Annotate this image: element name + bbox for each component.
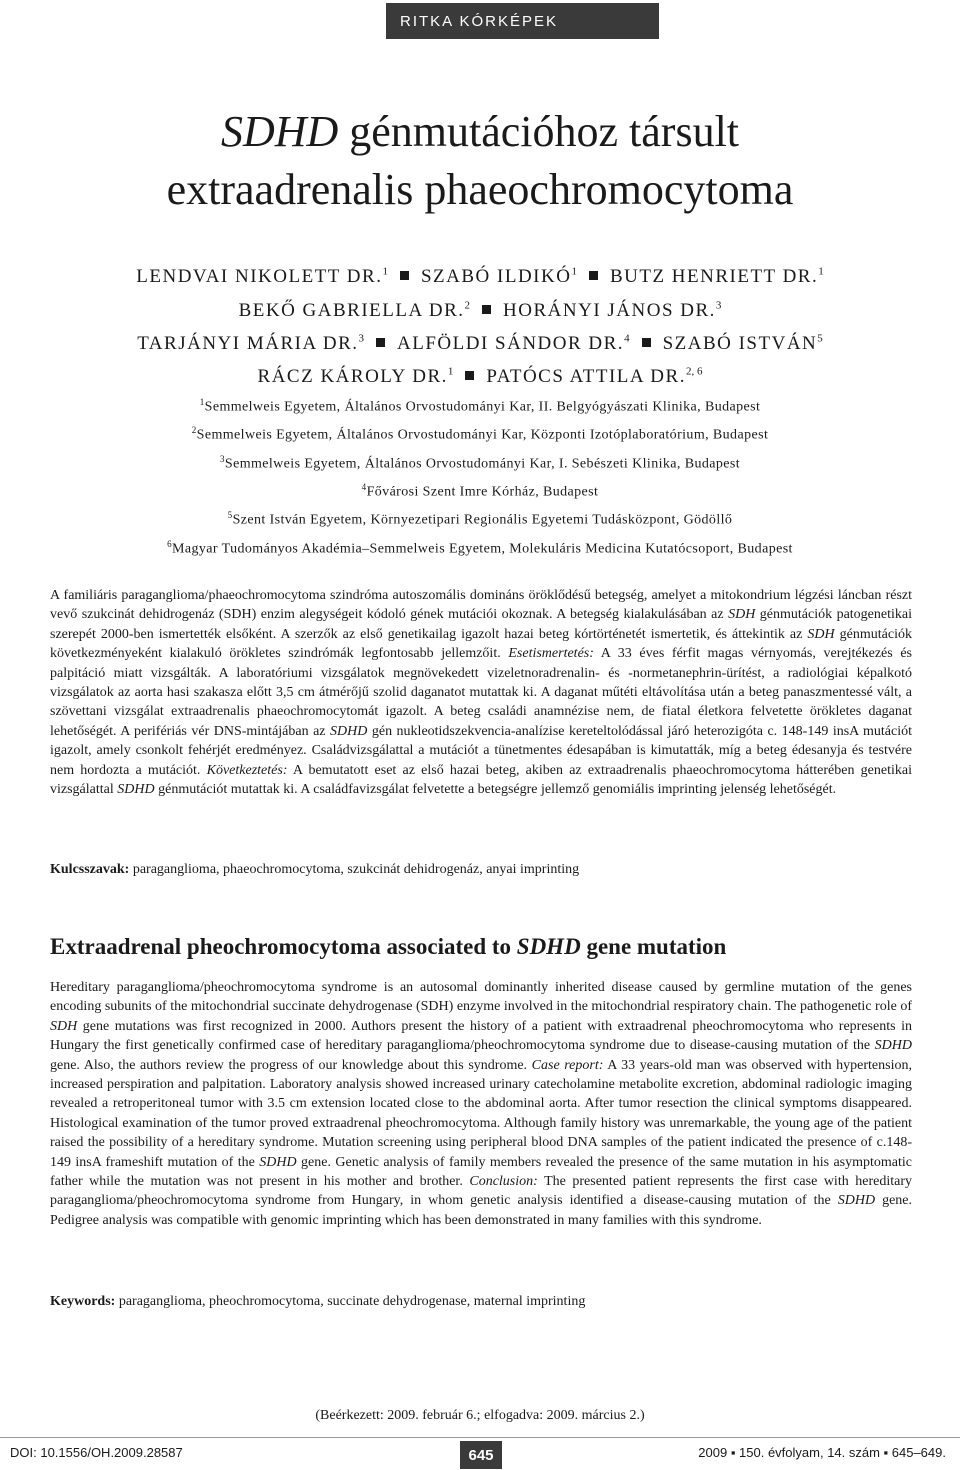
english-title: Extraadrenal pheochromocytoma associated to SDHD gene mutation <box>50 934 727 959</box>
author: HORÁNYI JÁNOS DR.$^3$ <box>503 299 722 321</box>
doi: DOI: 10.1556/OH.2009.28587 <box>10 1445 183 1460</box>
author: LENDVAI NIKOLETT DR.$^1$ <box>136 266 388 288</box>
conclusion-label: Conclusion: <box>469 1174 538 1190</box>
keywords-hungarian: Kulcsszavak: paraganglioma, phaeochromocytoma, szukcinát dehidrogenáz, anyai imprinting <box>50 862 580 877</box>
title-line2: extraadrenalis phaeochromocytoma <box>166 165 794 214</box>
author: BEKŐ GABRIELLA DR.$^2$ <box>238 299 471 321</box>
author-separator <box>642 338 651 347</box>
author: TARJÁNYI MÁRIA DR.$^3$ <box>137 332 365 354</box>
affiliation: $^1$Semmelweis Egyetem, Általános Orvostudományi Kar, II. Belgyógyászati Klinika, Budapest <box>199 397 761 415</box>
title-line1: génmutációhoz társult <box>338 107 740 156</box>
affiliation: $^4$Fővárosi Szent Imre Kórház, Budapest <box>361 482 599 500</box>
affiliation: $^3$Semmelweis Egyetem, Általános Orvostudományi Kar, I. Sebészeti Klinika, Budapest <box>219 453 741 472</box>
section-label: RITKA KÓRKÉPEK <box>386 3 659 39</box>
author: ALFÖLDI SÁNDOR DR.$^4$ <box>397 332 630 354</box>
affiliation: $^6$Magyar Tudományos Akadémia–Semmelweis Egyetem, Molekuláris Medicina Kutatócsoport, Budapest <box>167 538 793 557</box>
author-list <box>0 258 960 391</box>
abstract-hungarian: A familiáris paraganglioma/phaeochromocytoma szindróma autoszomális domináns öröklődésű betegség, amelyet a mitokondrium légzési láncban részt vevő szukcinát dehidrogenáz (SDH) enzim alegységeit kódoló gének mutációi okoznak. A betegség kialakulásában az SDH génmutációk patogenetikai szerepét 2000-ben ismertették elsőként. A szerzők az első genetikailag igazolt hazai beteg kórtörténetét ismertetik, és áttekintik az SDH génmutációk következményeként kialakuló örökletes szindrómák legfontosabb jellemzőit. Esetismertetés: A 33 éves férfit magas vérnyomás, verejtékezés és palpitáció miatt vizsgálták. A laboratóriumi vizsgálatok megnövekedett vizeletnoradrenalin- és -normetanephrin-ürítést, a radiológiai képalkotó vizsgálatok az aorta hasi szakasza előtt 3,5 cm átmérőjű szolid daganatot mutattak ki. A daganat műtéti eltávolítása után a beteg panaszmentessé vált, a szövettani vizsgálat extraadrenalis phaeochromocytomát igazolt. A beteg családi anamnézise nem, de fiatal életkora felvetette örökletes daganat lehetőségét. A perifériás vér DNS-mintájában az SDHD gén nukleotidszekvencia-analízise kereteltolódással járó heterozigóta c. 148-149 insA mutációt igazolt, amely csonkolt fehérjét eredményez. Családvizsgálattal a mutációt a tünetmentes édesapában is kimutatták, míg a beteg édesanyja és testvére nem hordozta a mutációt. Következtetés: A bemutatott eset az első hazai beteg, akiben az extraadrenalis phaeochromocytoma hátterében genetikai vizsgálattal SDHD génmutációt mutattak ki. A családfavizsgálat felvetette a betegségre jellemző genomiális imprinting jelenség lehetőségét. <box>50 588 913 798</box>
author-separator <box>400 271 409 280</box>
author: RÁCZ KÁROLY DR.$^1$ <box>257 365 454 388</box>
keywords-english: Keywords: paraganglioma, pheochromocytoma, succinate dehydrogenase, maternal imprinting <box>50 1294 586 1309</box>
footer-divider <box>0 1437 960 1438</box>
affiliation: $^5$Szent István Egyetem, Környezetipari Regionális Egyetemi Tudásközpont, Gödöllő <box>227 510 733 529</box>
conclusion-label: Következtetés: <box>206 762 288 778</box>
author: BUTZ HENRIETT DR.$^1$ <box>609 266 824 288</box>
affiliation: $^2$Semmelweis Egyetem, Általános Orvostudományi Kar, Központi Izotóplaboratórium, Budapest <box>191 425 769 444</box>
author-separator <box>589 271 598 280</box>
case-report-label: Esetismertetés: <box>508 646 594 662</box>
journal-citation: 2009 ▪ 150. évfolyam, 14. szám ▪ 645–649. <box>698 1445 946 1460</box>
article-title <box>0 103 960 219</box>
case-report-label: Case report: <box>531 1057 604 1073</box>
abstract-english: Hereditary paraganglioma/pheochromocytoma syndrome is an autosomal dominantly inherited disease caused by germline mutation of the genes encoding subunits of the mitochondrial succinate dehydrogenase (SDH) enzyme involved in the mitochondrial respiratory chain. The pathogenetic role of SDH gene mutations was first recognized in 2000. Authors present the history of a patient with extraadrenal pheochromocytoma who represents in Hungary the first genetically confirmed case of hereditary paraganglioma/pheochromocytoma syndrome due to disease-causing mutation of the SDHD gene. Also, the authors review the progress of our knowledge about this syndrome. Case report: A 33 years-old man was observed with hypertension, increased perspiration and palpitation. Laboratory analysis showed increased urinary catecholamine metabolite excretion, abdominal radiologic imaging revealed a retroperitoneal tumor with 3.5 cm extension located close to the abdominal aorta. After tumor resection the clinical symptoms disappeared. Histological examination of the tumor proved extraadrenal pheochromocytoma. Although family history was unremarkable, the young age of the patient raised the possibility of a hereditary syndrome. Mutation screening using peripheral blood DNA samples of the patient indicated the presence of c.148-149 insA frameshift mutation of the SDHD gene. Genetic analysis of family members revealed the presence of the same mutation in his asymptomatic father while the mutation was not present in his mother and brother. Conclusion: The presented patient represents the first case with hereditary paraganglioma/pheochromocytoma syndrome from Hungary, in whom genetic analysis identified a disease-causing mutation of the SDHD gene. Pedigree analysis was compatible with genomic imprinting which has been demonstrated in many families with this syndrome. <box>50 980 912 1228</box>
received-dates: (Beérkezett: 2009. február 6.; elfogadva: 2009. március 2.) <box>315 1408 645 1423</box>
author: SZABÓ ILDIKÓ$^1$ <box>420 266 577 288</box>
affiliation-list <box>0 391 960 561</box>
author-separator <box>465 371 474 380</box>
title-gene-name: SDHD <box>220 107 339 156</box>
author: PATÓCS ATTILA DR.$^{2, 6}$ <box>486 365 703 388</box>
author-separator <box>482 305 491 314</box>
author-separator <box>376 338 385 347</box>
author: SZABÓ ISTVÁN$^5$ <box>662 332 823 354</box>
page-number: 645 <box>460 1441 502 1469</box>
